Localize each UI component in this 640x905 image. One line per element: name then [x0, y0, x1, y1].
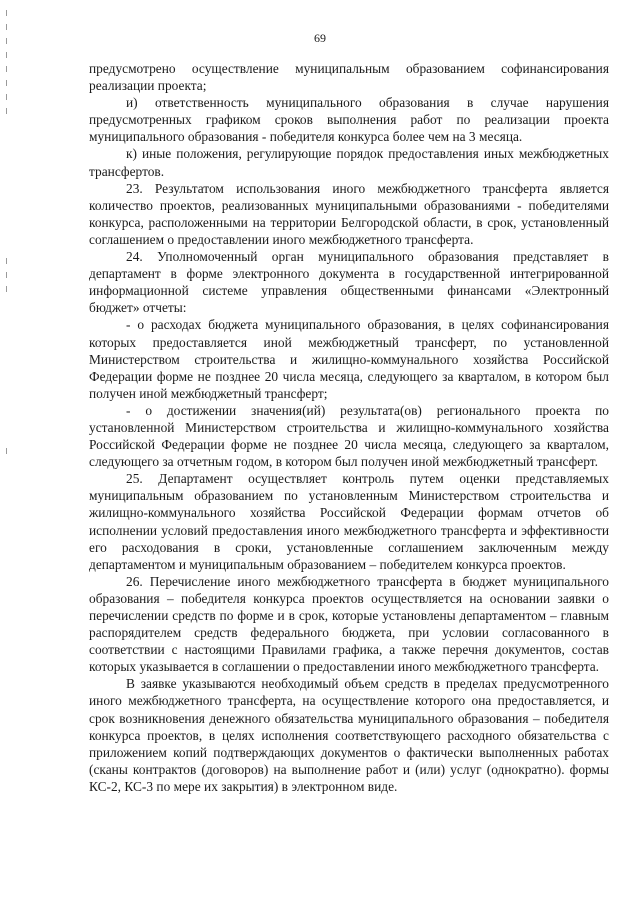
paragraph-24-expenses-report: - о расходах бюджета муниципального образования, в целях софинансирования которых предоставляется иной межбюджетный трансферт, по установленной Министерством строительства и жилищно-коммунального хозяйства Российской Федерации форме не позднее 20 числа месяца, следующего за кварталом, в котором был получен иной межбюджетный трансферт; [89, 317, 609, 401]
paragraph-25: 25. Департамент осуществляет контроль путем оценки представляемых муниципальным образованием по установленным Министерством строительства и жилищно-коммунального хозяйства Российской Федерации формам отчетов об исполнении условий предоставления иного межбюджетного трансферта и эффективности его расходования в сроки, установленные соглашением заключенным между департаментом и муниципальным образованием – победителем конкурса проектов. [89, 471, 609, 572]
paragraph-item-k: к) иные положения, регулирующие порядок предоставления иных межбюджетных трансфертов. [89, 146, 609, 179]
paragraph-24: 24. Уполномоченный орган муниципального образования представляет в департамент в форме электронного документа в государственной интегрированной информационной системе управления общественными финансами «Электронный бюджет» отчеты: [89, 249, 609, 316]
page-number: 69 [314, 31, 326, 45]
paragraph-item-i: и) ответственность муниципального образования в случае нарушения предусмотренных графиком сроков выполнения работ по реализации проекта муниципального образования - победителя конкурса более чем на 3 месяца. [89, 95, 609, 145]
paragraph-26: 26. Перечисление иного межбюджетного трансферта в бюджет муниципального образования – победителя конкурса проектов осуществляется на основании заявки о перечислении средств по форме и в срок, которые установлены департаментом – главным распорядителем средств федерального бюджета, при условии согласованного в соответствии с настоящими Правилами графика, а также перечня документов, состав которых указывается в соглашении о предоставлении иного межбюджетного трансферта. [89, 573, 609, 675]
paragraph-continuation: предусмотрено осуществление муниципальным образованием софинансирования реализации проекта; [89, 61, 609, 94]
paragraph-24-results-report: - о достижении значения(ий) результата(ов) регионального проекта по установленной Министерством строительства и жилищно-коммунального хозяйства Российской Федерации форме не позднее 20 числа месяца, следующего за кварталом, следующего за отчетным годом, в котором был получен иной межбюджетный трансферт. [89, 402, 609, 470]
document-body [89, 60, 609, 795]
scan-margin-marks [6, 0, 20, 905]
paragraph-23: 23. Результатом использования иного межбюджетного трансферта является количество проектов, реализованных муниципальными образованиями - победителями конкурса, расположенными на территории Белгородской области, в срок, установленный соглашением о предоставлении иного межбюджетного трансферта. [89, 180, 609, 247]
paragraph-application: В заявке указываются необходимый объем средств в пределах предусмотренного иного межбюджетного трансферта, на осуществление которого она предоставляется, и срок возникновения денежного обязательства муниципального образования – победителя конкурса проектов, в целях исполнения соответствующего расходного обязательства с приложением копий подтверждающих документов о фактически выполненных работах (сканы контрактов (договоров) на выполнение работ и (или) услуг (однократно). формы КС-2, КС-3 по мере их закрытия) в электронном виде. [89, 676, 609, 794]
